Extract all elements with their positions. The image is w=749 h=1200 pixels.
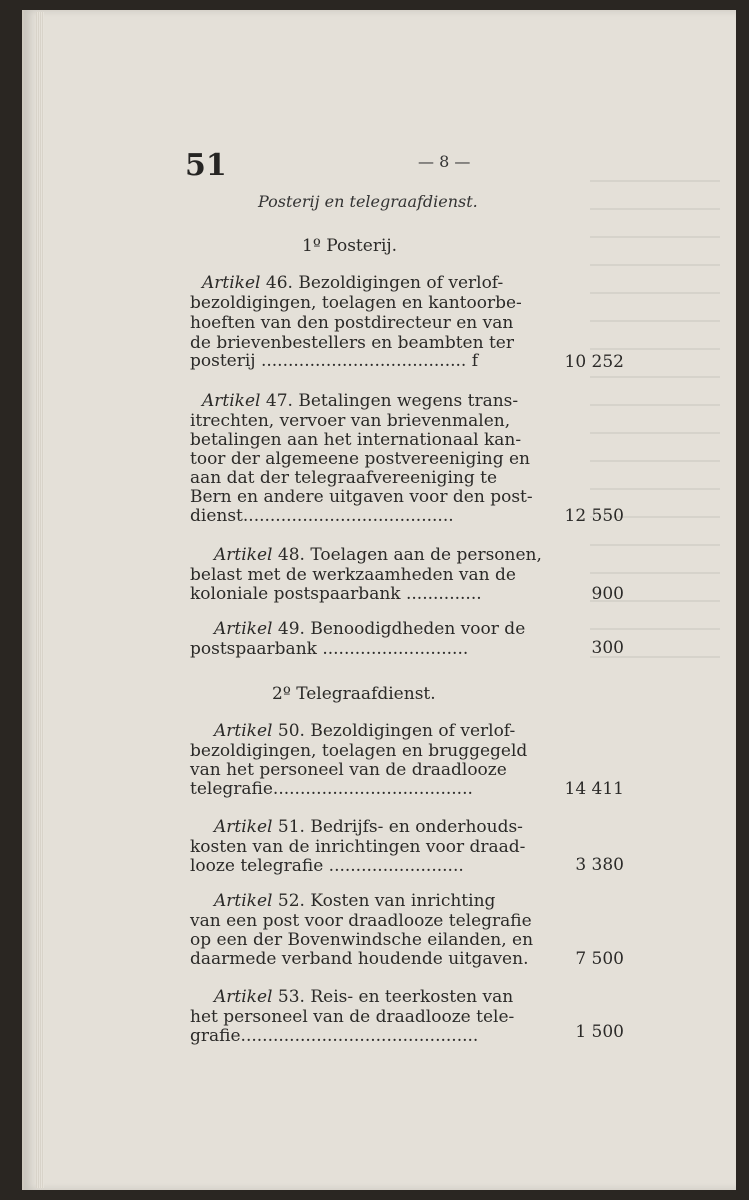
article-label: Artikel: [214, 721, 273, 741]
article-53-amount: 1 500: [575, 1022, 624, 1042]
article-49-line-2: postspaarbank ...........................: [190, 639, 469, 659]
article-52-line-2: van een post voor draadlooze telegrafie: [190, 911, 532, 931]
article-label: Artikel: [214, 987, 273, 1007]
article-46-line-3: hoeften van den postdirecteur en van: [190, 313, 514, 333]
article-number: 51.: [277, 817, 305, 837]
article-53-line-2: het personeel van de draadlooze tele-: [190, 1007, 515, 1027]
article-53-line-1: [214, 988, 513, 1007]
article-49-amount: 300: [591, 638, 624, 658]
article-52-amount: 7 500: [575, 949, 624, 969]
article-48-amount: 900: [591, 584, 624, 604]
article-47-amount: 12 550: [564, 506, 624, 526]
section-heading-posterij: 1º Posterij.: [302, 236, 398, 256]
article-48-line-3: koloniale postspaarbank ..............: [190, 584, 482, 604]
article-47-line-1: [202, 392, 518, 411]
article-47-line-5: aan dat der telegraafvereeniging te: [190, 468, 498, 488]
article-46-line-4: de brievenbestellers en beambten ter: [190, 333, 514, 353]
article-48-line-1: [214, 546, 542, 565]
article-47-line-7: dienst.......................................: [190, 506, 454, 526]
article-50-line-1: [214, 722, 515, 741]
article-52-line-4: daarmede verband houdende uitgaven.: [190, 949, 529, 969]
article-50-line-2: bezoldigingen, toelagen en bruggegeld: [190, 741, 528, 761]
article-text: Reis- en teerkosten van: [310, 987, 514, 1007]
article-48-line-2: belast met de werkzaamheden van de: [190, 565, 516, 585]
article-49-line-1: [214, 620, 525, 639]
page-title: Posterij en telegraafdienst.: [258, 192, 478, 211]
article-text: Benoodigdheden voor de: [310, 619, 526, 639]
article-46-line-1: [202, 274, 503, 293]
article-number: 48.: [277, 545, 305, 565]
article-51-amount: 3 380: [575, 855, 624, 875]
article-label: Artikel: [214, 817, 273, 837]
page-marker: — 8 —: [418, 152, 471, 171]
article-label: Artikel: [214, 619, 273, 639]
article-label: Artikel: [214, 545, 273, 565]
article-number: 47.: [265, 391, 293, 411]
article-51-line-2: kosten van de inrichtingen voor draad-: [190, 837, 526, 857]
page-number: 51: [185, 148, 227, 183]
article-text: Kosten van inrichting: [310, 891, 496, 911]
article-47-line-6: Bern en andere uitgaven voor den post-: [190, 487, 533, 507]
article-50-line-4: telegrafie.....................................: [190, 779, 473, 799]
article-text: Bezoldigingen of verlof-: [298, 273, 504, 293]
article-text: Bedrijfs- en onderhouds-: [310, 817, 523, 837]
article-text: Bezoldigingen of verlof-: [310, 721, 516, 741]
article-number: 50.: [277, 721, 305, 741]
article-number: 49.: [277, 619, 305, 639]
article-51-line-3: looze telegrafie .........................: [190, 856, 464, 876]
article-number: 46.: [265, 273, 293, 293]
article-53-line-3: grafie............................................: [190, 1026, 479, 1046]
article-number: 52.: [277, 891, 305, 911]
article-46-line-2: bezoldigingen, toelagen en kantoorbe-: [190, 293, 522, 313]
article-52-line-3: op een der Bovenwindsche eilanden, en: [190, 930, 534, 950]
article-51-line-1: [214, 818, 523, 837]
page-edge: [36, 12, 44, 1188]
article-50-amount: 14 411: [564, 779, 624, 799]
article-47-line-4: toor der algemeene postvereeniging en: [190, 449, 531, 469]
article-label: Artikel: [214, 891, 273, 911]
article-label: Artikel: [202, 391, 261, 411]
article-47-line-2: itrechten, vervoer van brievenmalen,: [190, 411, 511, 431]
article-46-line-5: posterij ...................................... f: [190, 351, 479, 371]
article-number: 53.: [277, 987, 305, 1007]
article-text: Betalingen wegens trans-: [298, 391, 519, 411]
article-46-amount: 10 252: [564, 352, 624, 372]
article-text: Toelagen aan de personen,: [310, 545, 542, 565]
article-52-line-1: [214, 892, 495, 911]
section-heading-telegraafdienst: 2º Telegraafdienst.: [272, 684, 436, 704]
article-label: Artikel: [202, 273, 261, 293]
bleed-through: [590, 180, 720, 680]
article-50-line-3: van het personeel van de draadlooze: [190, 760, 507, 780]
article-47-line-3: betalingen aan het internationaal kan-: [190, 430, 522, 450]
